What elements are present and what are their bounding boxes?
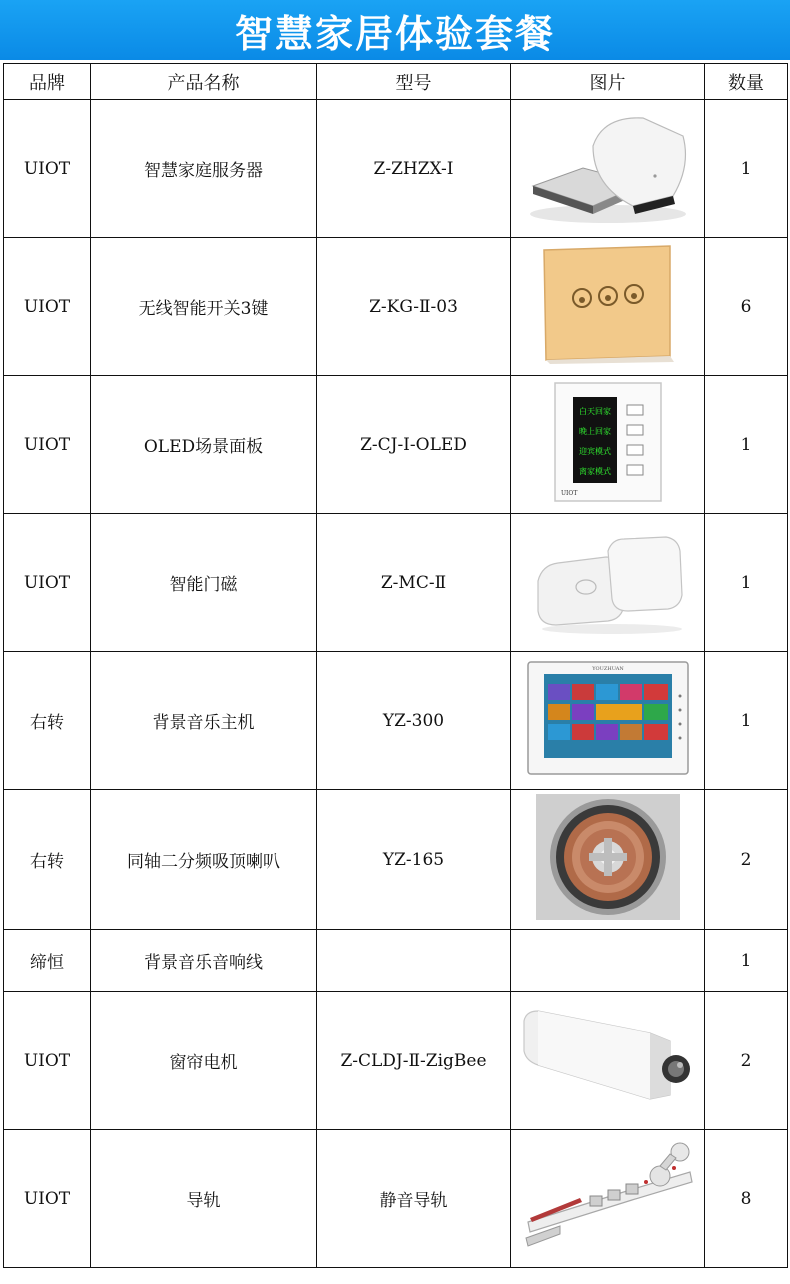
- cell-product-name: 导轨: [91, 1130, 317, 1268]
- table-row: [4, 992, 788, 1130]
- cell-brand: UIOT: [4, 100, 91, 238]
- table-row: [4, 790, 788, 930]
- cell-model: Z-KG-Ⅱ-03: [317, 238, 511, 376]
- curtain-motor-icon: [520, 1003, 696, 1113]
- cell-product-name: 背景音乐音响线: [91, 930, 317, 992]
- three-key-switch-icon: [538, 244, 678, 364]
- cell-model: YZ-300: [317, 652, 511, 790]
- cell-brand: 右转: [4, 790, 91, 930]
- ceiling-speaker-icon: [536, 794, 680, 920]
- table-row: [4, 1130, 788, 1268]
- music-brand: YOUZHUAN: [591, 666, 624, 672]
- cell-product-name: 背景音乐主机: [91, 652, 317, 790]
- cell-model: Z-CLDJ-Ⅱ-ZigBee: [317, 992, 511, 1130]
- product-table: [3, 63, 788, 1268]
- header-product-name: 产品名称: [91, 64, 317, 100]
- panel-label-0: 白天回家: [578, 407, 611, 416]
- cell-model: Z-CJ-I-OLED: [317, 376, 511, 514]
- header-model: 型号: [317, 64, 511, 100]
- cell-quantity: 1: [705, 100, 788, 238]
- cell-brand: 缔恒: [4, 930, 91, 992]
- panel-label-2: 迎宾模式: [578, 447, 611, 456]
- table-row: [4, 514, 788, 652]
- cell-product-name: 无线智能开关3键: [91, 238, 317, 376]
- cell-model: YZ-165: [317, 790, 511, 930]
- cell-quantity: 1: [705, 930, 788, 992]
- cell-quantity: 1: [705, 514, 788, 652]
- cell-product-name: OLED场景面板: [91, 376, 317, 514]
- table-row: [4, 930, 788, 992]
- cell-brand: UIOT: [4, 238, 91, 376]
- cell-product-name: 智能门磁: [91, 514, 317, 652]
- cell-model: [317, 930, 511, 992]
- curtain-rail-icon: [520, 1138, 696, 1254]
- cell-model: Z-MC-Ⅱ: [317, 514, 511, 652]
- cell-quantity: 2: [705, 992, 788, 1130]
- table-row: [4, 238, 788, 376]
- header-row: [4, 64, 788, 100]
- cell-brand: UIOT: [4, 992, 91, 1130]
- cell-brand: 右转: [4, 652, 91, 790]
- smart-home-server-icon: [523, 106, 693, 226]
- cell-quantity: 6: [705, 238, 788, 376]
- page-title: 智慧家居体验套餐: [234, 11, 555, 56]
- cell-quantity: 1: [705, 376, 788, 514]
- cell-quantity: 8: [705, 1130, 788, 1268]
- cell-brand: UIOT: [4, 376, 91, 514]
- cell-brand: UIOT: [4, 1130, 91, 1268]
- panel-label-3: 离家模式: [578, 467, 611, 476]
- cell-image-empty: [511, 930, 705, 992]
- cell-brand: UIOT: [4, 514, 91, 652]
- cell-quantity: 2: [705, 790, 788, 930]
- table-row: [4, 376, 788, 514]
- header-brand: 品牌: [4, 64, 91, 100]
- title-banner: [0, 0, 790, 60]
- cell-model: Z-ZHZX-I: [317, 100, 511, 238]
- cell-product-name: 同轴二分频吸顶喇叭: [91, 790, 317, 930]
- header-image: 图片: [511, 64, 705, 100]
- table-row: [4, 100, 788, 238]
- header-quantity: 数量: [705, 64, 788, 100]
- oled-scene-panel-icon: [553, 381, 663, 503]
- panel-brand: UIOT: [560, 490, 577, 497]
- cell-model: 静音导轨: [317, 1130, 511, 1268]
- cell-product-name: 智慧家庭服务器: [91, 100, 317, 238]
- music-host-icon: [526, 660, 690, 776]
- door-sensor-icon: [528, 525, 688, 635]
- panel-label-1: 晚上回家: [578, 427, 611, 436]
- table-row: [4, 652, 788, 790]
- cell-quantity: 1: [705, 652, 788, 790]
- cell-product-name: 窗帘电机: [91, 992, 317, 1130]
